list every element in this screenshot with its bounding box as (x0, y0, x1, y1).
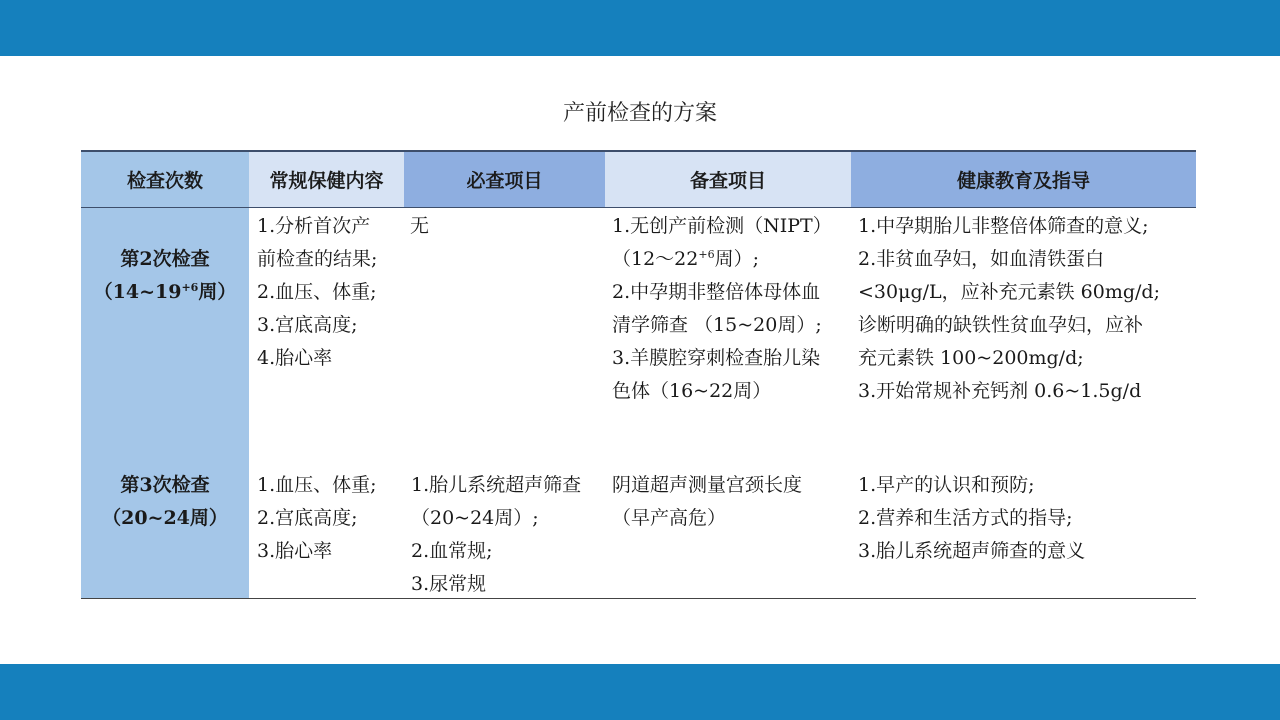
row2-label (81, 469, 249, 535)
top-banner (0, 0, 1280, 56)
row2-optional: 阴道超声测量宫颈长度 （早产高危） (612, 474, 803, 529)
row2-label-title: 第3次检查 (120, 474, 210, 496)
row1-optional: 1.无创产前检测（NIPT） （$12\sim 22^{+6}$周）; 2.中孕期非整倍体母体血 清学筛查 （15~20周）; 3.羊膜腔穿刺检查胎儿染 色体（16~22周） (612, 215, 832, 402)
row1-label-title: 第2次检查 (120, 248, 210, 270)
row2-education: 1.早产的认识和预防; 2.营养和生活方式的指导; 3.胎儿系统超声筛查的意义 (858, 474, 1086, 562)
header-education: 健康教育及指导 (851, 150, 1196, 208)
page-title: 产前检查的方案 (562, 101, 717, 126)
row1-routine: 1.分析首次产 前检查的结果; 2.血压、体重; 3.宫底高度; 4.胎心率 (257, 215, 378, 369)
checkup-table (81, 150, 1196, 599)
row1-label-weeks: （$14\sim 19^{+6}$周） (93, 281, 237, 303)
row2-required: 1.胎儿系统超声筛查 （20~24周）; 2.血常规; 3.尿常规 (411, 474, 582, 595)
row1-required: 无 (410, 215, 430, 237)
table-bottom-border (81, 598, 1196, 599)
row2-label-weeks: （20~24周） (102, 507, 228, 529)
bottom-banner (0, 664, 1280, 720)
header-routine: 常规保健内容 (249, 150, 404, 208)
header-required: 必查项目 (404, 150, 605, 208)
header-optional: 备查项目 (605, 150, 851, 208)
row2-routine: 1.血压、体重; 2.宫底高度; 3.胎心率 (257, 474, 377, 562)
row1-education: 1.中孕期胎儿非整倍体筛查的意义; 2.非贫血孕妇，如血清铁蛋白 <30μg/L，应补充元素铁 60mg/d; 诊断明确的缺铁性贫血孕妇，应补 充元素铁 100~200mg/d; 3.开始常规补充钙剂 0.6~1.5g/d (858, 215, 1160, 402)
header-visit: 检查次数 (81, 150, 249, 208)
row1-label (81, 243, 249, 309)
